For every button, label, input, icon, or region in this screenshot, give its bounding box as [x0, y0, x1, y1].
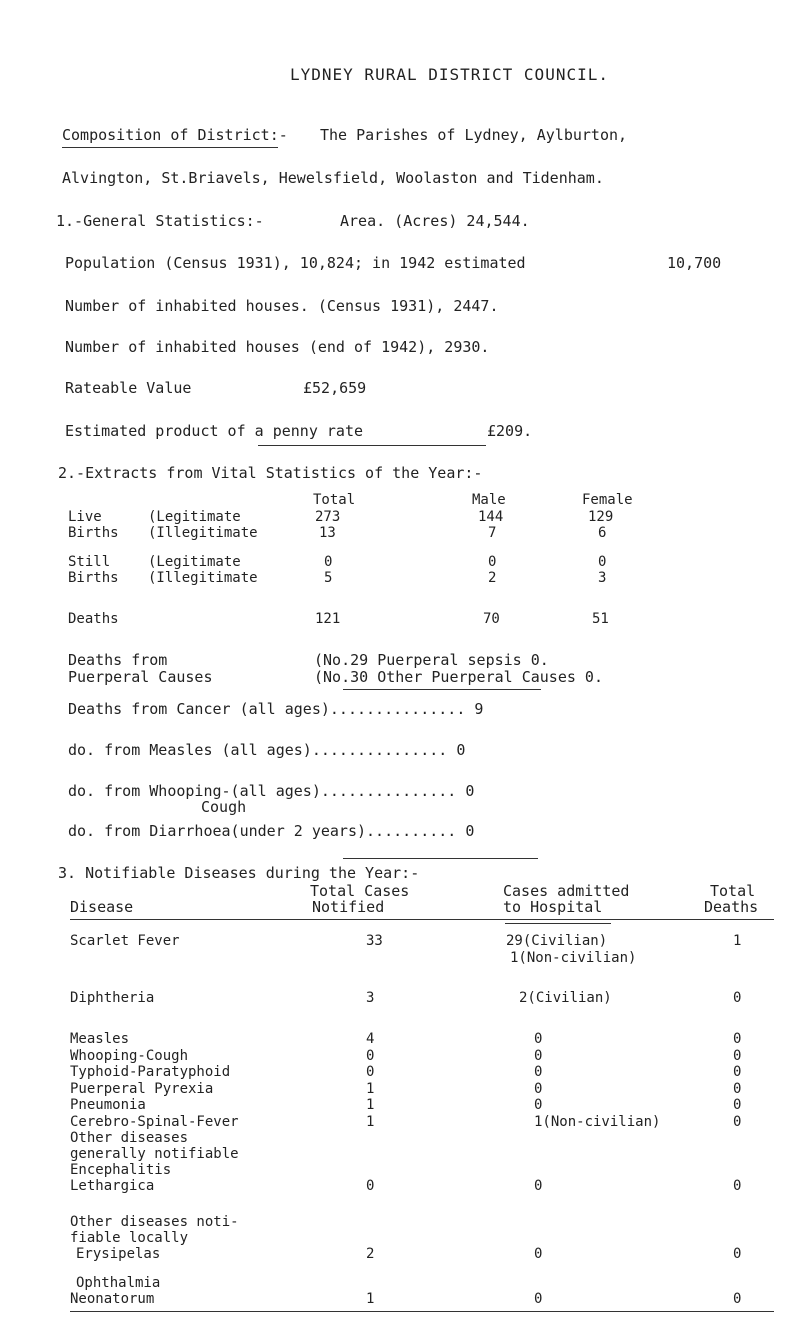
disease-name: Encephalitis [70, 1162, 172, 1178]
live-label-2: Births [68, 525, 119, 541]
col-cases-2: Notified [312, 898, 385, 916]
disease-hospital: 0 [534, 1031, 543, 1047]
disease-cases: 4 [366, 1031, 375, 1047]
disease-hospital: 29(Civilian) [506, 933, 608, 949]
population: Population (Census 1931), 10,824; in 1942 estimated [65, 254, 526, 272]
disease-deaths: 0 [733, 1114, 742, 1130]
penny-rate-value: £209. [487, 422, 533, 440]
disease-deaths: 0 [733, 1048, 742, 1064]
disease-cases: 0 [366, 1064, 375, 1080]
page-title: LYDNEY RURAL DISTRICT COUNCIL. [290, 65, 609, 84]
deaths-female: 51 [592, 611, 609, 627]
still-legit-female: 0 [598, 554, 607, 570]
penny-rate-label: Estimated product of a penny rate [65, 422, 364, 440]
col-hospital-2: to Hospital [503, 898, 603, 916]
disease-deaths: 0 [733, 1291, 742, 1307]
disease-hospital: 2(Civilian) [519, 990, 612, 1006]
disease-deaths: 0 [733, 990, 742, 1006]
puerperal-other: (No.30 Other Puerperal Causes 0. [314, 668, 603, 686]
disease-cases: 1 [366, 1114, 375, 1130]
section-label: Other diseases [70, 1130, 189, 1146]
illegitimate-label: (Illegitimate [148, 525, 258, 541]
disease-name: Measles [70, 1031, 130, 1047]
live-illegit-female: 6 [598, 525, 607, 541]
disease-cases: 1 [366, 1097, 375, 1113]
composition-line2: Alvington, St.Briavels, Hewelsfield, Woolaston and Tidenham. [62, 169, 604, 187]
disease-hospital: 0 [534, 1048, 543, 1064]
disease-name: Erysipelas [76, 1246, 161, 1262]
disease-hospital-2: 1(Non-civilian) [510, 950, 637, 966]
deaths-diarrhoea: do. from Diarrhoea(under 2 years).......... 0 [68, 822, 475, 840]
disease-cases: 0 [366, 1048, 375, 1064]
live-illegit-total: 13 [319, 525, 336, 541]
vital-heading: 2.-Extracts from Vital Statistics of the Year:- [58, 464, 483, 482]
underline [505, 923, 611, 924]
disease-name: Pneumonia [70, 1097, 146, 1113]
disease-name: Scarlet Fever [70, 933, 180, 949]
still-legit-total: 0 [324, 554, 333, 570]
houses-1942: Number of inhabited houses (end of 1942), 2930. [65, 338, 490, 356]
col-cases: Total Cases [310, 882, 410, 900]
disease-cases: 33 [366, 933, 383, 949]
still-illegit-male: 2 [488, 570, 497, 586]
deaths-whooping-cough: Cough [201, 798, 247, 816]
col-hospital: Cases admitted [503, 882, 630, 900]
disease-hospital: 0 [534, 1081, 543, 1097]
deaths-label: Deaths [68, 611, 119, 627]
disease-name: Neonatorum [70, 1291, 155, 1307]
live-label: Live [68, 509, 102, 525]
disease-deaths: 0 [733, 1064, 742, 1080]
still-illegit-female: 3 [598, 570, 607, 586]
disease-cases: 3 [366, 990, 375, 1006]
col-total: Total [313, 492, 356, 508]
deaths-cancer: Deaths from Cancer (all ages)............... 9 [68, 700, 484, 718]
disease-cases: 1 [366, 1081, 375, 1097]
disease-name: Cerebro-Spinal-Fever [70, 1114, 239, 1130]
still-legit-male: 0 [488, 554, 497, 570]
still-label: Still [68, 554, 111, 570]
disease-name: Lethargica [70, 1178, 155, 1194]
disease-name: Ophthalmia [76, 1275, 161, 1291]
disease-name: Whooping-Cough [70, 1048, 189, 1064]
legitimate-label: (Legitimate [148, 509, 241, 525]
disease-hospital: 0 [534, 1097, 543, 1113]
disease-deaths: 0 [733, 1081, 742, 1097]
population-estimate: 10,700 [667, 254, 722, 272]
table-bottom-rule [70, 1311, 774, 1312]
divider [343, 858, 538, 859]
area: Area. (Acres) 24,544. [340, 212, 530, 230]
puerperal-label-2: Puerperal Causes [68, 668, 213, 686]
section-label: fiable locally [70, 1230, 189, 1246]
still-illegit-total: 5 [324, 570, 333, 586]
disease-name: Diphtheria [70, 990, 155, 1006]
puerperal-sepsis: (No.29 Puerperal sepsis 0. [314, 651, 549, 669]
section-label: generally notifiable [70, 1146, 239, 1162]
disease-cases: 2 [366, 1246, 375, 1262]
disease-hospital: 0 [534, 1246, 543, 1262]
rateable-label: Rateable Value [65, 379, 192, 397]
col-disease: Disease [70, 898, 134, 916]
col-deaths-2: Deaths [704, 898, 759, 916]
live-legit-total: 273 [315, 509, 341, 525]
disease-hospital: 0 [534, 1178, 543, 1194]
disease-hospital: 0 [534, 1291, 543, 1307]
houses-1931: Number of inhabited houses. (Census 1931), 2447. [65, 297, 499, 315]
deaths-male: 70 [483, 611, 500, 627]
col-female: Female [582, 492, 633, 508]
disease-cases: 1 [366, 1291, 375, 1307]
disease-hospital: 1(Non-civilian) [534, 1114, 661, 1130]
disease-name: Typhoid-Paratyphoid [70, 1064, 231, 1080]
disease-deaths: 1 [733, 933, 742, 949]
divider [343, 689, 541, 690]
deaths-measles: do. from Measles (all ages)............... 0 [68, 741, 466, 759]
live-illegit-male: 7 [488, 525, 497, 541]
composition-label: Composition of District:- [62, 126, 288, 144]
deaths-whooping: do. from Whooping-(all ages)............... 0 [68, 782, 475, 800]
disease-name: Puerperal Pyrexia [70, 1081, 214, 1097]
puerperal-label: Deaths from [68, 651, 168, 669]
col-deaths: Total [710, 882, 756, 900]
divider [258, 445, 486, 446]
disease-cases: 0 [366, 1178, 375, 1194]
general-heading: 1.-General Statistics:- [56, 212, 264, 230]
col-male: Male [472, 492, 506, 508]
section-label: Other diseases noti- [70, 1214, 239, 1230]
still-label-2: Births [68, 570, 119, 586]
disease-deaths: 0 [733, 1097, 742, 1113]
live-legit-male: 144 [478, 509, 504, 525]
composition-line1: The Parishes of Lydney, Aylburton, [320, 126, 628, 144]
live-legit-female: 129 [588, 509, 614, 525]
rateable-value: £52,659 [303, 379, 367, 397]
notifiable-heading: 3. Notifiable Diseases during the Year:- [58, 864, 420, 882]
table-header-rule [70, 919, 774, 920]
deaths-total: 121 [315, 611, 341, 627]
disease-deaths: 0 [733, 1031, 742, 1047]
underline [62, 147, 278, 148]
disease-hospital: 0 [534, 1064, 543, 1080]
disease-deaths: 0 [733, 1178, 742, 1194]
disease-deaths: 0 [733, 1246, 742, 1262]
illegitimate-label: (Illegitimate [148, 570, 258, 586]
legitimate-label: (Legitimate [148, 554, 241, 570]
